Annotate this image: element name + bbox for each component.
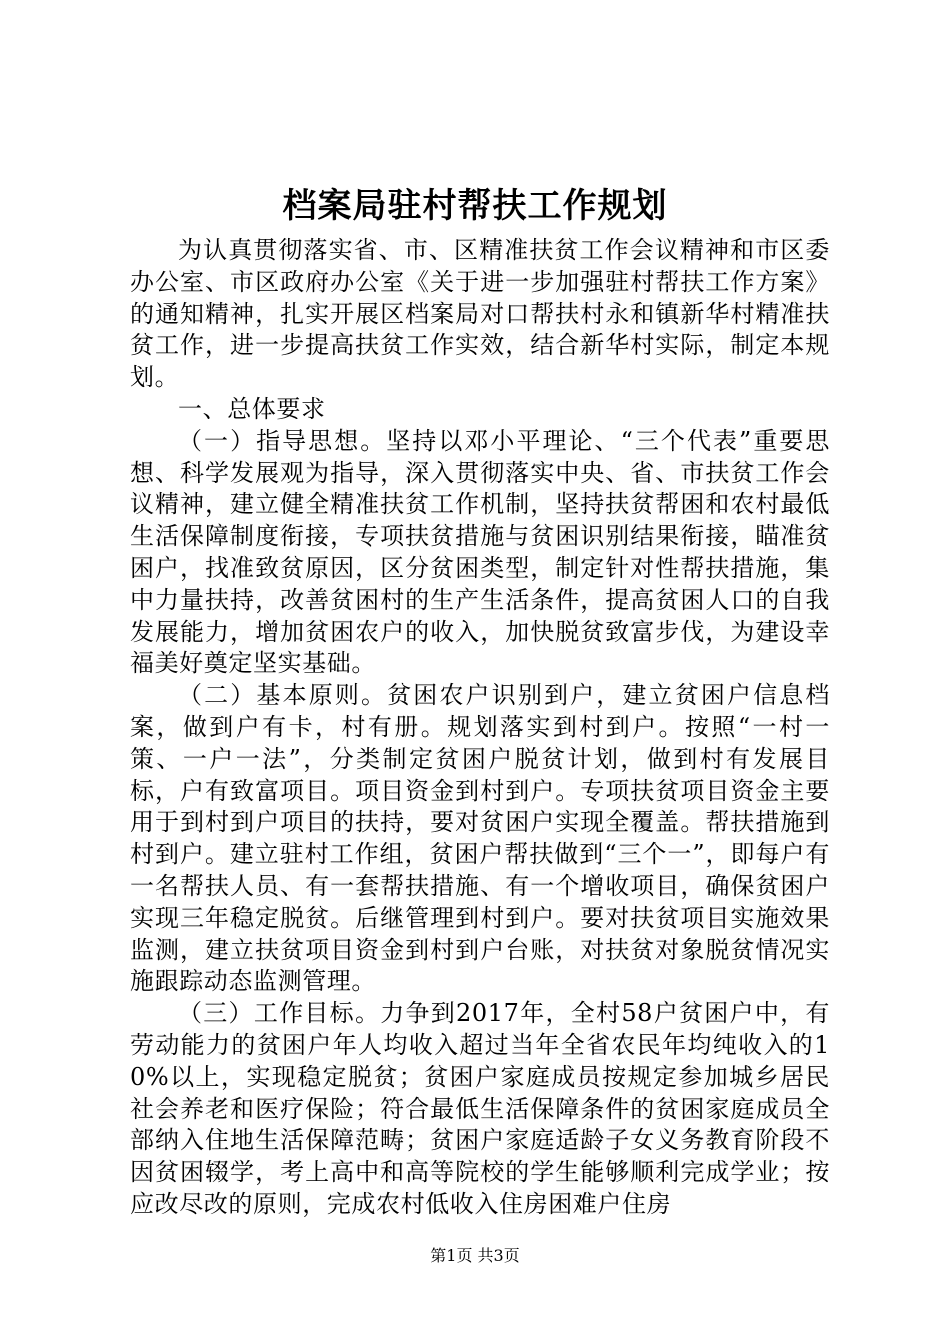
document-title: 档案局驻村帮扶工作规划 xyxy=(282,186,668,226)
paragraph-work-goals: （三）工作目标。力争到2017年，全村58户贫困户中，有劳动能力的贫困户年人均收入超过当年全省农民年均纯收入的10%以上，实现稳定脱贫；贫困户家庭成员按规定参加城乡居民社会养老和医疗保险；符合最低生活保障条件的贫困家庭成员全部纳入住地生活保障范畴；贫困户家庭适龄子女义务教育阶段不因贫困辍学，考上高中和高等院校的学生能够顺利完成学业；按应改尽改的原则，完成农村低收入住房困难户住房 xyxy=(130,999,830,1218)
section-heading-general-requirements: 一、总体要求 xyxy=(178,394,326,423)
document-body xyxy=(130,235,830,1221)
paragraph-guiding-ideology: （一）指导思想。坚持以邓小平理论、“三个代表”重要思想、科学发展观为指导，深入贯彻落实中央、省、市扶贫工作会议精神，建立健全精准扶贫工作机制，坚持扶贫帮困和农村最低生活保障制度衔接，专项扶贫措施与贫困识别结果衔接，瞄准贫困户，找准致贫原因，区分贫困类型，制定针对性帮扶措施，集中力量扶持，改善贫困村的生产生活条件，提高贫困人口的自我发展能力，增加贫困农户的收入，加快脱贫致富步伐，为建设幸福美好奠定坚实基础。 xyxy=(130,426,830,678)
paragraph-basic-principles: （二）基本原则。贫困农户识别到户，建立贫困户信息档案，做到户有卡，村有册。规划落实到村到户。按照“一村一策、一户一法”，分类制定贫困户脱贫计划，做到村有发展目标，户有致富项目。项目资金到村到户。专项扶贫项目资金主要用于到村到户项目的扶持，要对贫困户实现全覆盖。帮扶措施到村到户。建立驻村工作组，贫困户帮扶做到“三个一”，即每户有一名帮扶人员、有一套帮扶措施、有一个增收项目，确保贫困户实现三年稳定脱贫。后继管理到村到户。要对扶贫项目实施效果监测，建立扶贫项目资金到村到户台账，对扶贫对象脱贫情况实施跟踪动态监测管理。 xyxy=(130,681,830,996)
page-footer: 第1页 共3页 xyxy=(430,1246,520,1265)
intro-paragraph: 为认真贯彻落实省、市、区精准扶贫工作会议精神和市区委办公室、市区政府办公室《关于进一步加强驻村帮扶工作方案》的通知精神，扎实开展区档案局对口帮扶村永和镇新华村精准扶贫工作，进一步提高扶贫工作实效，结合新华村实际，制定本规划。 xyxy=(130,236,830,392)
